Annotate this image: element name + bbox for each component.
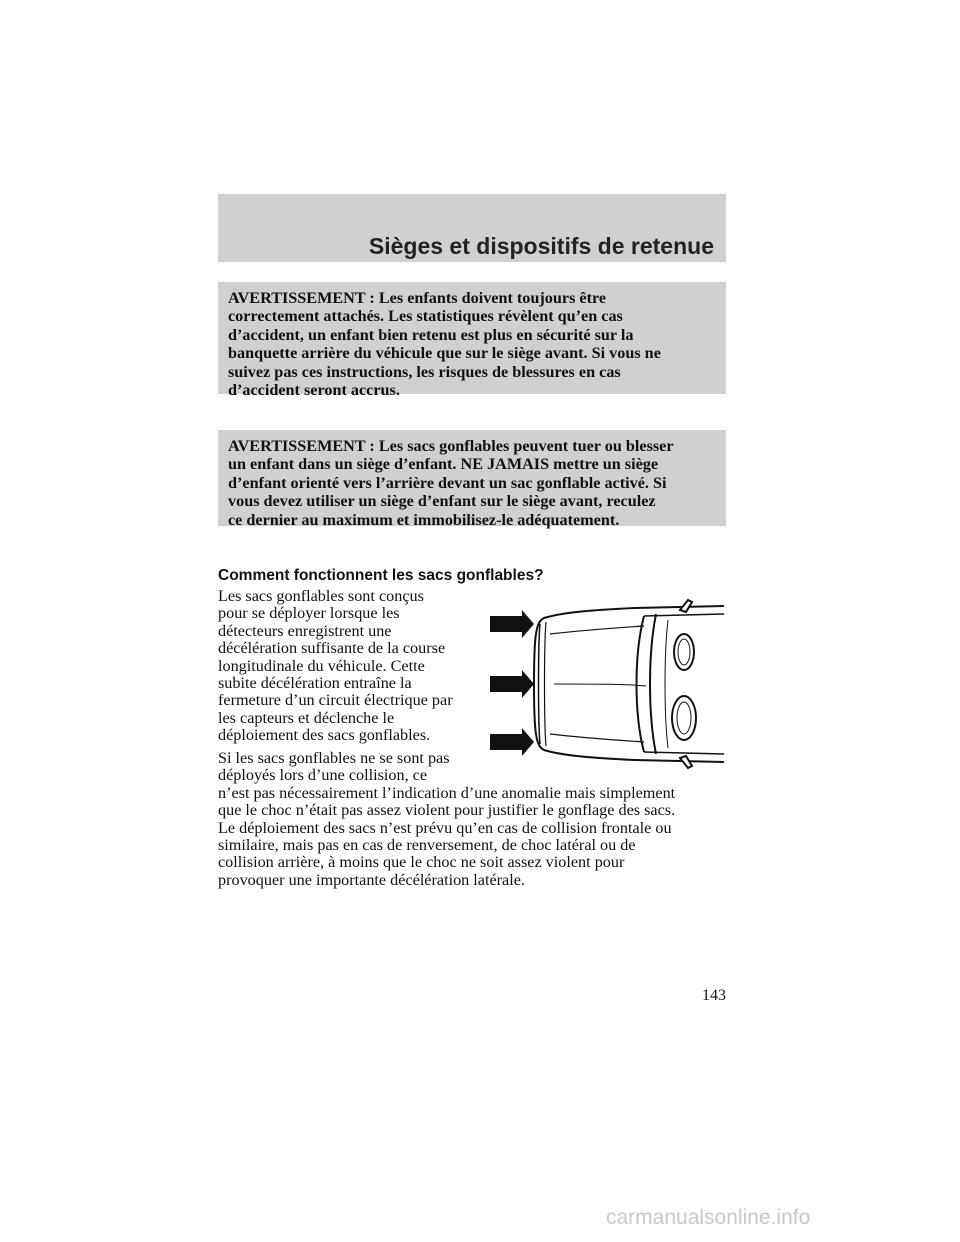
paragraph-airbag-deployment — [218, 588, 453, 745]
warning-line: un enfant dans un siège d’enfant. NE JAMAIS mettre un siège — [228, 455, 659, 474]
paragraph-line: fermeture d’un circuit électrique par — [218, 691, 453, 710]
warning-line: d’accident seront accrus. — [228, 381, 400, 400]
section-header — [218, 194, 726, 262]
paragraph-line: Les sacs gonflables sont conçus — [218, 587, 424, 605]
paragraph-line: collision arrière, à moins que le choc ne soit assez violent pour — [218, 853, 625, 872]
warning-line: banquette arrière du véhicule que sur le siège avant. Si vous ne — [228, 344, 661, 363]
warning-line: vous devez utiliser un siège d’enfant sur le siège avant, reculez — [228, 492, 656, 511]
paragraph-line: les capteurs et déclenche le — [218, 708, 395, 727]
paragraph-line: provoquer une importante décélération latérale. — [218, 870, 525, 889]
warning-line: AVERTISSEMENT : Les sacs gonflables peuvent tuer ou blesser — [228, 437, 674, 455]
watermark: carmanualsonline.info — [606, 1206, 811, 1229]
warning-line: d’accident, un enfant bien retenu est plus en sécurité sur la — [228, 325, 634, 344]
warning-line: suivez pas ces instructions, les risques de blessures en cas — [228, 362, 621, 381]
paragraph-line: détecteurs enregistrent une — [218, 621, 392, 640]
warning-box-children-restraint — [218, 282, 726, 400]
paragraph-line: déployés lors d’une collision, ce — [218, 766, 428, 785]
paragraph-line: subite décélération entraîne la — [218, 674, 412, 693]
warning-line: AVERTISSEMENT : Les enfants doivent toujours être — [228, 289, 607, 307]
page-number: 143 — [702, 987, 726, 1004]
arrow-right-icon — [490, 728, 534, 756]
paragraph-line: que le choc n’était pas assez violent pour justifier le gonflage des sacs. — [218, 801, 676, 820]
arrow-right-icon — [490, 670, 534, 698]
paragraph-line: Si les sacs gonflables ne se sont pas — [218, 749, 450, 767]
frontal-impact-illustration — [484, 594, 724, 774]
page-title: Sièges et dispositifs de retenue — [368, 233, 714, 259]
car-top-view-icon — [534, 600, 724, 768]
warning-line: correctement attachés. Les statistiques révèlent qu’en cas — [228, 307, 623, 326]
warning-box-airbag-child-seat — [218, 430, 726, 529]
paragraph-line: Le déploiement des sacs n’est prévu qu’en cas de collision frontale ou — [218, 818, 672, 837]
paragraph-line: pour se déployer lorsque les — [218, 604, 400, 623]
paragraph-line: n’est pas nécessairement l’indication d’une anomalie mais simplement — [218, 783, 676, 802]
paragraph-line: similaire, mais pas en cas de renversement, de choc latéral ou de — [218, 836, 636, 855]
warning-line: ce dernier au maximum et immobilisez-le adéquatement. — [228, 510, 620, 529]
section-heading: Comment fonctionnent les sacs gonflables? — [218, 567, 544, 584]
warning-line: d’enfant orienté vers l’arrière devant un sac gonflable activé. Si — [228, 473, 667, 492]
arrow-right-icon — [490, 610, 534, 638]
paragraph-line: déploiement des sacs gonflables. — [218, 726, 431, 745]
paragraph-line: décélération suffisante de la course — [218, 639, 446, 658]
paragraph-line: longitudinale du véhicule. Cette — [218, 656, 425, 675]
